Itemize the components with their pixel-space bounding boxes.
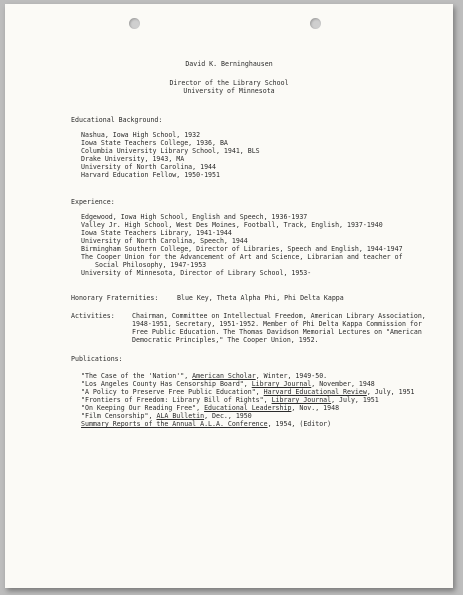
education-item: Harvard Education Fellow, 1950-1951 — [81, 171, 220, 179]
publications-heading: Publications: — [71, 355, 123, 363]
publication-journal: ALA Bulletin — [156, 412, 205, 420]
activities-line: Free Public Education. The Thomas Davidson Memorial Lectures on "American — [132, 328, 422, 336]
publication-details: , 1954, (Editor) — [267, 420, 332, 428]
publication-item — [81, 396, 379, 404]
experience-item: Valley Jr. High School, West Des Moines, Football, Track, English, 1937-1940 — [81, 221, 383, 229]
activities-label: Activities: — [71, 312, 115, 320]
punch-hole-left — [129, 18, 140, 29]
publication-details: , November, 1948 — [311, 380, 375, 388]
publication-journal: Library Journal — [251, 380, 312, 388]
publication-details: , Dec., 1950 — [204, 412, 252, 420]
experience-item: Birmingham Southern College, Director of Libraries, Speech and English, 1944-1947 — [81, 245, 403, 253]
experience-item: University of Minnesota, Director of Library School, 1953- — [81, 269, 312, 277]
publication-journal: Library Journal — [271, 396, 332, 404]
publication-details: , Nov., 1948 — [291, 404, 340, 412]
institution: University of Minnesota — [183, 87, 275, 95]
activities-line: 1948-1951, Secretary, 1951-1952. Member of Phi Delta Kappa Commission for — [132, 320, 422, 328]
experience-heading: Experience: — [71, 198, 115, 206]
education-item: Nashua, Iowa High School, 1932 — [81, 131, 201, 139]
activities-line: Democratic Principles," The Cooper Union, 1952. — [132, 336, 319, 344]
experience-item: University of North Carolina, Speech, 1944 — [81, 237, 248, 245]
fraternities-value: Blue Key, Theta Alpha Phi, Phi Delta Kappa — [177, 294, 344, 302]
publication-item — [81, 404, 339, 412]
experience-item-continued: Social Philosophy, 1947-1953 — [95, 261, 207, 269]
experience-item: Iowa State Teachers Library, 1941-1944 — [81, 229, 232, 237]
publication-item — [81, 372, 327, 380]
publication-title: "Film Censorship", — [81, 412, 157, 420]
publication-details: , July, 1951 — [331, 396, 379, 404]
publication-title: "A Policy to Preserve Free Public Education", — [81, 388, 264, 396]
person-name: David K. Berninghausen — [185, 60, 273, 68]
experience-item: The Cooper Union for the Advancement of Art and Science, Librarian and teacher of — [81, 253, 403, 261]
publication-title: "On Keeping Our Reading Free", — [81, 404, 205, 412]
publication-item — [81, 420, 331, 428]
experience-item: Edgewood, Iowa High School, English and Speech, 1936-1937 — [81, 213, 308, 221]
fraternities-label: Honorary Fraternities: — [71, 294, 159, 302]
publication-item — [81, 388, 414, 396]
education-item: University of North Carolina, 1944 — [81, 163, 216, 171]
punch-hole-right — [310, 18, 321, 29]
publication-journal: Summary Reports of the Annual A.L.A. Conference — [81, 420, 268, 428]
resume-page — [5, 4, 453, 588]
publication-details: , July, 1951 — [366, 388, 415, 396]
publication-journal: Harvard Educational Review — [263, 388, 367, 396]
publication-title: "The Case of the 'Nation'", — [81, 372, 193, 380]
education-item: Drake University, 1943, MA — [81, 155, 185, 163]
education-item: Columbia University Library School, 1941, BLS — [81, 147, 260, 155]
publication-title: "Frontiers of Freedom: Library Bill of Rights", — [81, 396, 272, 404]
publication-journal: American Scholar — [192, 372, 256, 380]
education-item: Iowa State Teachers College, 1936, BA — [81, 139, 228, 147]
position-title: Director of the Library School — [169, 79, 289, 87]
publication-item — [81, 380, 375, 388]
activities-line: Chairman, Committee on Intellectual Freedom, American Library Association, — [132, 312, 426, 320]
publication-details: , Winter, 1949-50. — [255, 372, 328, 380]
publication-item — [81, 412, 252, 420]
publication-journal: Educational Leadership — [204, 404, 292, 412]
education-heading: Educational Background: — [71, 116, 163, 124]
publication-title: "Los Angeles County Has Censorship Board", — [81, 380, 252, 388]
